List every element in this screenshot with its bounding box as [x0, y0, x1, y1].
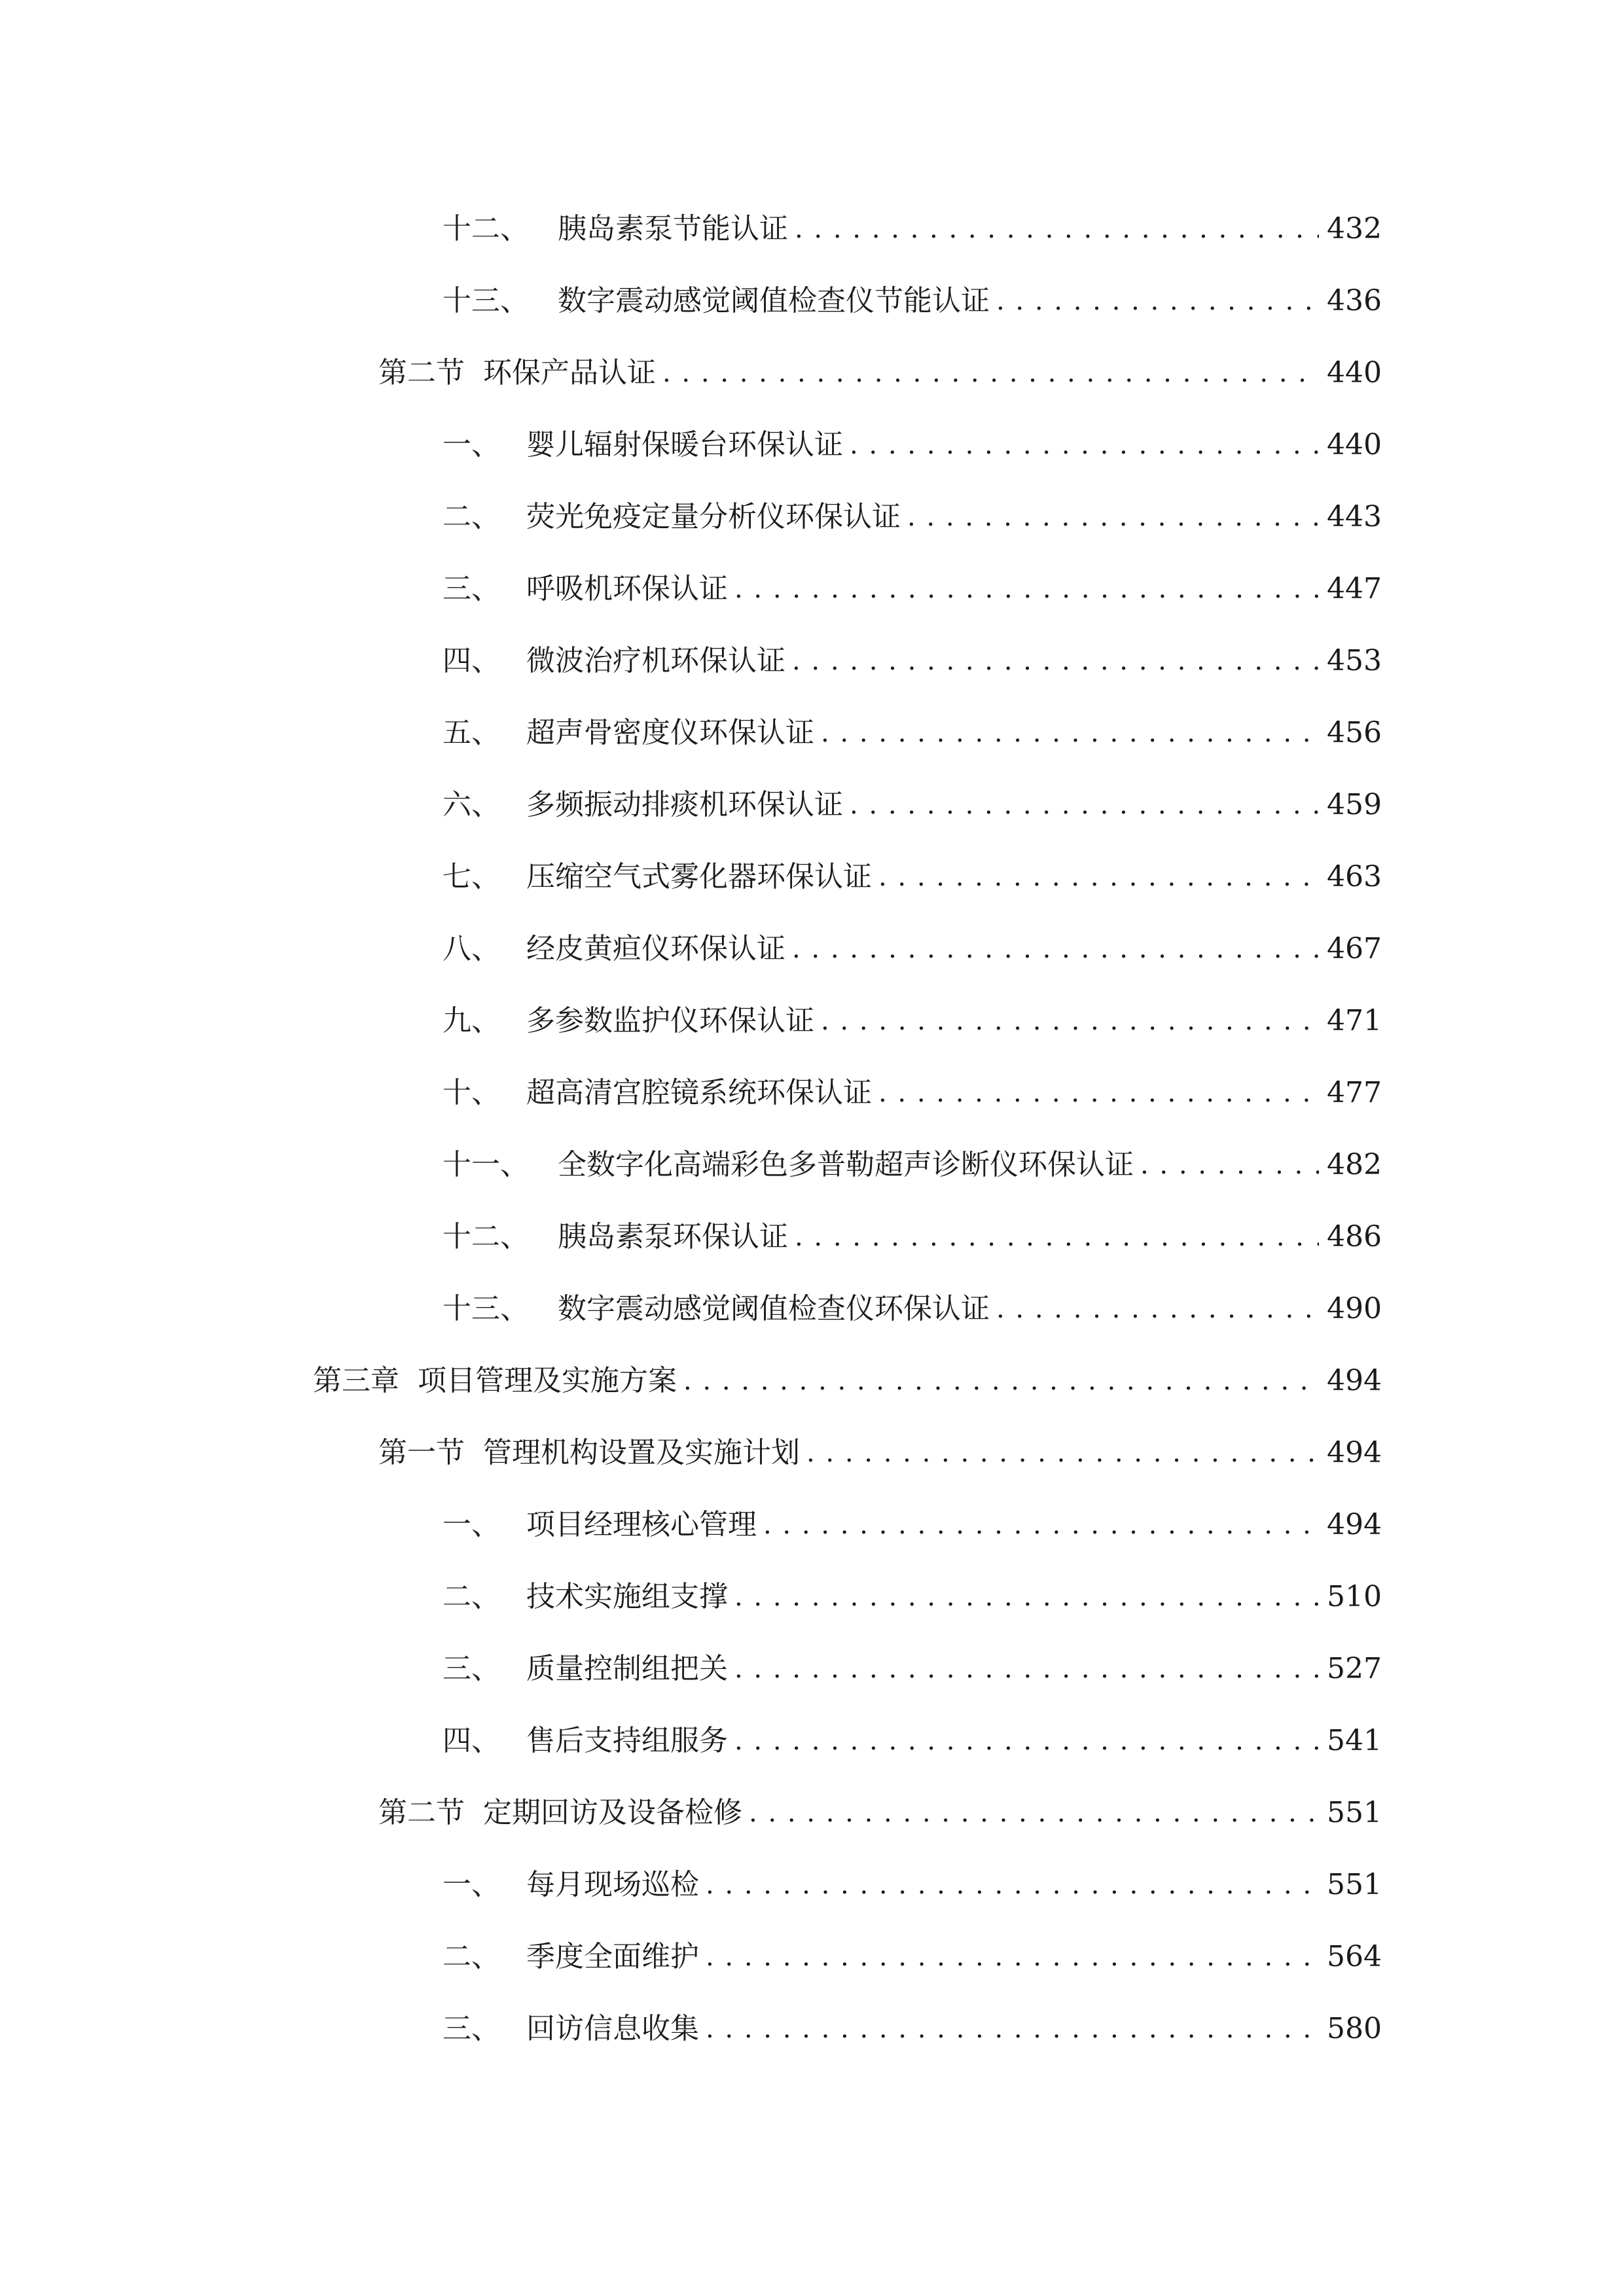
- toc-entry[interactable]: [442, 851, 1382, 903]
- toc-entry[interactable]: [442, 1211, 1382, 1263]
- dot-leader: [792, 635, 1319, 687]
- toc-entry-number: 七、: [442, 860, 500, 893]
- toc-section-entry[interactable]: [378, 347, 1382, 399]
- dot-leader: [878, 1067, 1319, 1119]
- toc-entry-page: 486: [1327, 1220, 1382, 1253]
- toc-entry-number: 九、: [442, 1004, 500, 1037]
- toc-entry-number: 一、: [442, 1868, 500, 1901]
- toc-entry-number: 十二、: [442, 212, 529, 245]
- dot-leader: [749, 1787, 1319, 1839]
- dot-leader: [734, 1715, 1319, 1767]
- toc-entry-page: 432: [1327, 212, 1382, 245]
- toc-entry-page: 541: [1327, 1724, 1382, 1757]
- toc-entry-title: 超高清宫腔镜系统环保认证: [526, 1076, 872, 1109]
- toc-entry-title: 压缩空气式雾化器环保认证: [526, 860, 872, 893]
- toc-entry-title: 技术实施组支撑: [526, 1580, 728, 1613]
- toc-entry-page: 447: [1327, 572, 1382, 605]
- toc-entry-title: 项目管理及实施方案: [418, 1364, 677, 1397]
- dot-leader: [996, 1283, 1319, 1335]
- dot-leader: [734, 563, 1319, 615]
- toc-entry-number: 第一节: [378, 1436, 465, 1469]
- toc-entry-number: 八、: [442, 932, 500, 965]
- toc-entry-page: 443: [1327, 500, 1382, 533]
- toc-entry-title: 胰岛素泵环保认证: [558, 1220, 788, 1253]
- toc-entry[interactable]: [442, 1283, 1382, 1335]
- toc-entry-number: 第二节: [378, 1796, 465, 1829]
- toc-entry-page: 477: [1327, 1076, 1382, 1109]
- toc-entry-number: 二、: [442, 1940, 500, 1973]
- toc-entry[interactable]: [442, 1715, 1382, 1767]
- toc-entry-title: 定期回访及设备检修: [483, 1796, 742, 1829]
- toc-entry-number: 一、: [442, 428, 500, 461]
- toc-entry-page: 456: [1327, 716, 1382, 749]
- toc-entry-title: 呼吸机环保认证: [526, 572, 728, 605]
- toc-entry-page: 459: [1327, 788, 1382, 821]
- toc-entry-title: 数字震动感觉阈值检查仪节能认证: [558, 284, 990, 317]
- toc-entry-title: 婴儿辐射保暖台环保认证: [526, 428, 843, 461]
- dot-leader: [683, 1355, 1319, 1407]
- toc-entry[interactable]: [442, 1643, 1382, 1695]
- dot-leader: [792, 923, 1319, 975]
- toc-entry-number: 二、: [442, 1580, 500, 1613]
- toc-entry-number: 十、: [442, 1076, 500, 1109]
- dot-leader: [734, 1643, 1319, 1695]
- toc-entry[interactable]: [442, 491, 1382, 543]
- toc-entry-number: 第三章: [313, 1364, 399, 1397]
- toc-entry-number: 三、: [442, 572, 500, 605]
- toc-entry-title: 管理机构设置及实施计划: [483, 1436, 800, 1469]
- dot-leader: [734, 1571, 1319, 1623]
- toc-entry-title: 全数字化高端彩色多普勒超声诊断仪环保认证: [558, 1148, 1134, 1181]
- toc-entry-number: 十二、: [442, 1220, 529, 1253]
- toc-entry-number: 第二节: [378, 356, 465, 389]
- toc-entry-title: 回访信息收集: [526, 2012, 699, 2045]
- toc-section-entry[interactable]: [378, 1787, 1382, 1839]
- toc-chapter-entry[interactable]: [313, 1355, 1382, 1407]
- toc-entry-page: 551: [1327, 1868, 1382, 1901]
- dot-leader: [878, 851, 1319, 903]
- toc-entry-number: 五、: [442, 716, 500, 749]
- toc-entry-number: 十三、: [442, 284, 529, 317]
- toc-entry-number: 三、: [442, 2012, 500, 2045]
- toc-entry-page: 440: [1327, 356, 1382, 389]
- toc-entry-title: 微波治疗机环保认证: [526, 644, 785, 677]
- dot-leader: [795, 1211, 1319, 1263]
- toc-entry-page: 580: [1327, 2012, 1382, 2045]
- toc-entry[interactable]: [442, 1067, 1382, 1119]
- toc-entry-number: 二、: [442, 500, 500, 533]
- toc-entry-number: 四、: [442, 644, 500, 677]
- toc-entry[interactable]: [442, 1139, 1382, 1191]
- dot-leader: [706, 1859, 1319, 1911]
- toc-entry[interactable]: [442, 1859, 1382, 1911]
- toc-entry-page: 471: [1327, 1004, 1382, 1037]
- toc-entry-page: 467: [1327, 932, 1382, 965]
- toc-entry-page: 453: [1327, 644, 1382, 677]
- toc-entry-page: 494: [1327, 1508, 1382, 1541]
- toc-entry[interactable]: [442, 275, 1382, 327]
- toc-entry-title: 数字震动感觉阈值检查仪环保认证: [558, 1292, 990, 1325]
- dot-leader: [850, 419, 1319, 471]
- dot-leader: [1140, 1139, 1319, 1191]
- toc-entry-page: 551: [1327, 1796, 1382, 1829]
- toc-entry-page: 494: [1327, 1436, 1382, 1469]
- toc-entry-title: 多频振动排痰机环保认证: [526, 788, 843, 821]
- dot-leader: [907, 491, 1319, 543]
- toc-entry-number: 十一、: [442, 1148, 529, 1181]
- toc-entry[interactable]: [442, 1499, 1382, 1551]
- toc-entry[interactable]: [442, 2003, 1382, 2055]
- toc-entry-number: 十三、: [442, 1292, 529, 1325]
- toc-entry-number: 三、: [442, 1652, 500, 1685]
- toc-entry[interactable]: [442, 563, 1382, 615]
- toc-entry-title: 经皮黄疸仪环保认证: [526, 932, 785, 965]
- toc-entry[interactable]: [442, 707, 1382, 759]
- toc-entry-title: 多参数监护仪环保认证: [526, 1004, 814, 1037]
- toc-entry-title: 季度全面维护: [526, 1940, 699, 1973]
- dot-leader: [763, 1499, 1319, 1551]
- toc-entry-title: 环保产品认证: [483, 356, 656, 389]
- toc-entry-page: 564: [1327, 1940, 1382, 1973]
- toc-entry-number: 六、: [442, 788, 500, 821]
- dot-leader: [806, 1427, 1319, 1479]
- dot-leader: [821, 707, 1319, 759]
- toc-entry[interactable]: [442, 923, 1382, 975]
- toc-entry[interactable]: [442, 203, 1382, 255]
- toc-entry-page: 494: [1327, 1364, 1382, 1397]
- dot-leader: [996, 275, 1319, 327]
- toc-entry-page: 527: [1327, 1652, 1382, 1685]
- toc-entry[interactable]: [442, 995, 1382, 1047]
- toc-entry-page: 436: [1327, 284, 1382, 317]
- toc-entry-page: 490: [1327, 1292, 1382, 1325]
- toc-section-entry[interactable]: [378, 1427, 1382, 1479]
- dot-leader: [706, 2003, 1319, 2055]
- toc-entry-title: 售后支持组服务: [526, 1724, 728, 1757]
- dot-leader: [662, 347, 1319, 399]
- toc-entry-page: 510: [1327, 1580, 1382, 1613]
- toc-entry-page: 482: [1327, 1148, 1382, 1181]
- toc-entry[interactable]: [442, 419, 1382, 471]
- toc-entry[interactable]: [442, 1571, 1382, 1623]
- toc-entry-number: 四、: [442, 1724, 500, 1757]
- dot-leader: [850, 779, 1319, 831]
- dot-leader: [706, 1931, 1319, 1983]
- toc-entry-page: 440: [1327, 428, 1382, 461]
- toc-entry-number: 一、: [442, 1508, 500, 1541]
- toc-entry[interactable]: [442, 635, 1382, 687]
- toc-entry-title: 超声骨密度仪环保认证: [526, 716, 814, 749]
- dot-leader: [795, 203, 1319, 255]
- toc-entry-title: 荧光免疫定量分析仪环保认证: [526, 500, 901, 533]
- toc-entry-title: 项目经理核心管理: [526, 1508, 757, 1541]
- toc-entry-title: 每月现场巡检: [526, 1868, 699, 1901]
- toc-entry[interactable]: [442, 779, 1382, 831]
- dot-leader: [821, 995, 1319, 1047]
- toc-entry-page: 463: [1327, 860, 1382, 893]
- toc-entry-title: 胰岛素泵节能认证: [558, 212, 788, 245]
- toc-entry-title: 质量控制组把关: [526, 1652, 728, 1685]
- toc-entry[interactable]: [442, 1931, 1382, 1983]
